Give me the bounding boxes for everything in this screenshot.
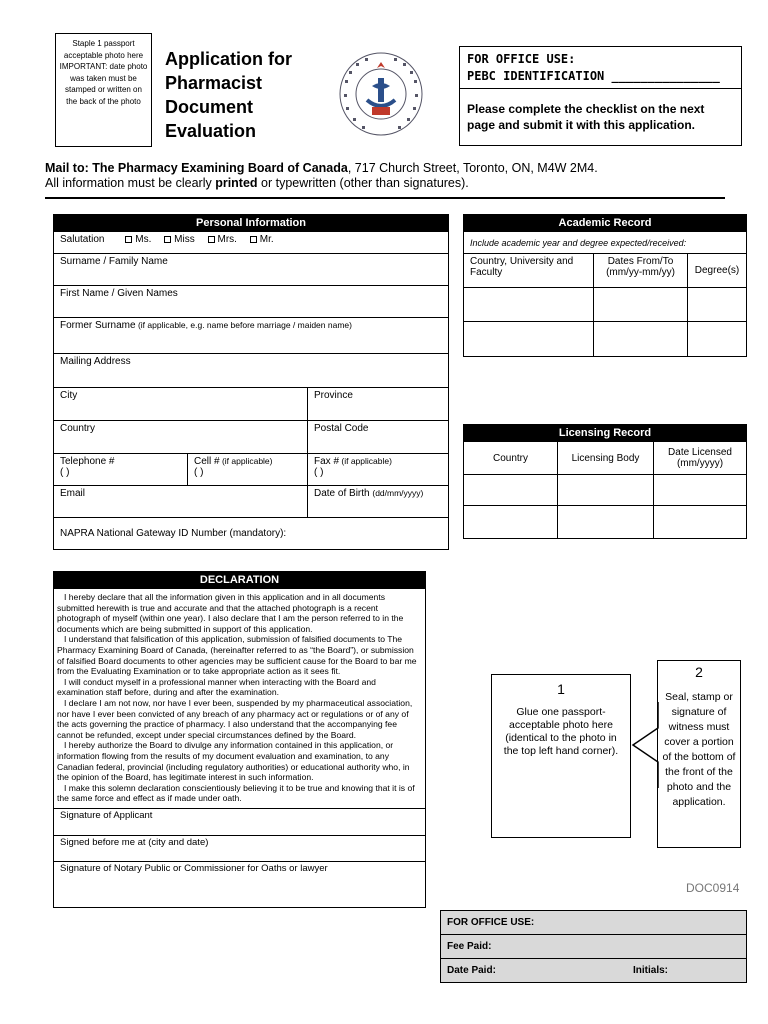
- former-surname-label: Former Surname: [60, 320, 136, 331]
- former-surname-note: (if applicable, e.g. name before marriage / maiden name): [135, 320, 352, 330]
- licensing-col-country: Country: [464, 442, 558, 475]
- photo-glue-box[interactable]: [491, 674, 631, 838]
- office-use-bottom-title: FOR OFFICE USE:: [441, 911, 747, 935]
- country-field[interactable]: Country: [54, 421, 308, 454]
- fax-note: (if applicable): [339, 456, 392, 466]
- salutation-mrs-label: Mrs.: [217, 234, 237, 245]
- licensing-record-table: [463, 424, 747, 539]
- glue-box-text: Glue one passport-acceptable photo here (identical to the photo in the top left hand corner).: [503, 706, 619, 757]
- print-instruction-a: All information must be clearly: [45, 176, 216, 190]
- signed-before-field[interactable]: Signed before me at (city and date): [54, 835, 426, 861]
- fax-field[interactable]: [308, 454, 449, 486]
- cell-label: Cell #: [194, 456, 220, 467]
- academic-cell[interactable]: [594, 322, 688, 357]
- document-code: DOC0914: [686, 881, 740, 895]
- telephone-area-code: ( ): [60, 467, 70, 478]
- seal-box-number: 2: [695, 664, 703, 680]
- salutation-mr-checkbox[interactable]: [250, 236, 257, 243]
- mailing-instructions: [45, 161, 735, 191]
- declaration-paragraph: I hereby authorize the Board to divulge any information contained in this application, or information flowing from the results of my document evaluation and examination, to any Canadian federal, provincial (including regulatory authorities) or educational authority who, in the opinion of the Board, has legitimate interest in such information.: [57, 740, 410, 783]
- licensing-cell[interactable]: [654, 475, 747, 506]
- photo-instruction-box: [55, 33, 152, 147]
- salutation-ms-label: Ms.: [135, 234, 152, 245]
- academic-cell[interactable]: [464, 288, 594, 322]
- licensing-cell[interactable]: [464, 506, 558, 539]
- fax-label: Fax #: [314, 456, 340, 467]
- licensing-cell[interactable]: [558, 475, 654, 506]
- licensing-col-date: Date Licensed (mm/yyyy): [654, 442, 747, 475]
- surname-field[interactable]: Surname / Family Name: [54, 254, 449, 286]
- declaration-paragraph: I will conduct myself in a professional manner when interacting with the Board and examination staff before, during and after the examination.: [57, 676, 376, 698]
- cell-area-code: ( ): [194, 467, 204, 478]
- initials-label: Initials:: [632, 965, 668, 976]
- salutation-row: [54, 232, 449, 254]
- fax-area-code: ( ): [314, 467, 324, 478]
- declaration-paragraph: I understand that falsification of this application, submission of falsified documents to The Pharmacy Examining Board of Canada, (hereinafter referred to as “the Board”), or submission of falsified Board documents to other agencies may be sufficient cause for the Board to bar me from the Evaluating Examination or to take appropriate action as it sees fit.: [57, 634, 417, 677]
- mailing-address-field[interactable]: Mailing Address: [54, 354, 449, 388]
- mail-address: , 717 Church Street, Toronto, ON, M4W 2M4.: [347, 161, 598, 175]
- seal-box-text: Seal, stamp or signature of witness must cover a portion of the bottom of the front of the photo and the application.: [662, 691, 736, 808]
- glue-box-number: 1: [557, 681, 565, 697]
- salutation-miss-label: Miss: [174, 234, 195, 245]
- title-line-1: Application for: [165, 49, 292, 69]
- cell-note: (if applicable): [219, 456, 273, 466]
- licensing-cell[interactable]: [464, 475, 558, 506]
- office-use-box: [459, 46, 742, 146]
- print-instruction-b: printed: [215, 176, 258, 190]
- personal-information-header: Personal Information: [54, 215, 449, 232]
- salutation-miss-checkbox[interactable]: [164, 236, 171, 243]
- licensing-col-body: Licensing Body: [558, 442, 654, 475]
- academic-col-university: Country, University and Faculty: [464, 254, 594, 288]
- academic-cell[interactable]: [688, 288, 747, 322]
- academic-cell[interactable]: [464, 322, 594, 357]
- telephone-field[interactable]: [54, 454, 188, 486]
- applicant-signature-field[interactable]: Signature of Applicant: [54, 808, 426, 835]
- academic-col-dates: Dates From/To (mm/yy-mm/yy): [594, 254, 688, 288]
- napra-id-field[interactable]: NAPRA National Gateway ID Number (mandatory):: [54, 518, 449, 550]
- office-use-bottom-table: [440, 910, 747, 983]
- date-of-birth-field[interactable]: [308, 486, 449, 518]
- mail-to-label: Mail to: The Pharmacy Examining Board of Canada: [45, 161, 348, 175]
- declaration-table: [53, 571, 426, 908]
- licensing-cell[interactable]: [654, 506, 747, 539]
- notary-signature-field[interactable]: Signature of Notary Public or Commissioner for Oaths or lawyer: [54, 861, 426, 907]
- title-line-2: Pharmacist: [165, 73, 263, 93]
- print-instruction-c: or typewritten (other than signatures).: [257, 176, 469, 190]
- fee-paid-field: Fee Paid:: [441, 935, 747, 959]
- title-line-4: Evaluation: [165, 121, 257, 141]
- first-name-field[interactable]: First Name / Given Names: [54, 286, 449, 318]
- declaration-paragraph: I declare I am not now, nor have I ever been, suspended by my pharmaceutical association, nor have I ever been convicted of any breach of any pharmacy act or regulations or of any of the acts governing the practice of pharmacy. I also understand that the accompanying fee cannot be refunded, except under special circumstances defined by the Board.: [57, 697, 413, 740]
- dob-label: Date of Birth: [314, 488, 373, 499]
- cell-field[interactable]: [188, 454, 308, 486]
- declaration-paragraph: I hereby declare that all the information given in this application and in all documents submitted herewith is true and accurate and that the attached photograph is a recent photograph of myself (within one year). I also declare that I am the person referred to in the documents which are being submitted in support of this application.: [57, 592, 404, 634]
- academic-cell[interactable]: [688, 322, 747, 357]
- declaration-text: [54, 589, 426, 809]
- telephone-label: Telephone #: [60, 456, 115, 467]
- academic-cell[interactable]: [594, 288, 688, 322]
- former-surname-field[interactable]: [54, 318, 449, 354]
- page-title: [165, 47, 335, 143]
- title-line-3: Document: [165, 97, 254, 117]
- dob-format: (dd/mm/yyyy): [372, 488, 424, 498]
- academic-record-header: Academic Record: [464, 215, 747, 232]
- email-field[interactable]: Email: [54, 486, 308, 518]
- witness-seal-box: [657, 660, 741, 848]
- salutation-ms-checkbox[interactable]: [125, 236, 132, 243]
- postal-code-field[interactable]: Postal Code: [308, 421, 449, 454]
- date-paid-row: [441, 959, 747, 983]
- declaration-paragraph: I make this solemn declaration conscientiously believing it to be true and knowing that it is of the same force and effect as if made under oath.: [57, 782, 415, 804]
- office-use-header: [460, 47, 741, 89]
- checklist-instruction: Please complete the checklist on the next page and submit it with this application.: [467, 102, 705, 132]
- board-seal-icon: [334, 50, 428, 138]
- province-field[interactable]: Province: [308, 388, 449, 421]
- city-field[interactable]: City: [54, 388, 308, 421]
- personal-information-table: [53, 214, 449, 550]
- divider: [45, 197, 725, 199]
- declaration-header: DECLARATION: [54, 572, 426, 589]
- academic-col-degrees: Degree(s): [688, 254, 747, 288]
- salutation-mr-label: Mr.: [259, 234, 274, 245]
- photo-instruction-text: Staple 1 passport acceptable photo here IMPORTANT: date photo was taken must be stamped or written on the back of the photo: [59, 39, 148, 106]
- salutation-label: Salutation: [60, 234, 105, 245]
- academic-record-table: [463, 214, 747, 357]
- pebc-identification-field: PEBC IDENTIFICATION _______________: [467, 69, 720, 83]
- licensing-cell[interactable]: [558, 506, 654, 539]
- licensing-record-header: Licensing Record: [464, 425, 747, 442]
- office-use-label: FOR OFFICE USE:: [467, 52, 576, 66]
- salutation-mrs-checkbox[interactable]: [208, 236, 215, 243]
- academic-note: Include academic year and degree expected/received:: [464, 232, 747, 254]
- date-paid-label: Date Paid:: [447, 965, 496, 976]
